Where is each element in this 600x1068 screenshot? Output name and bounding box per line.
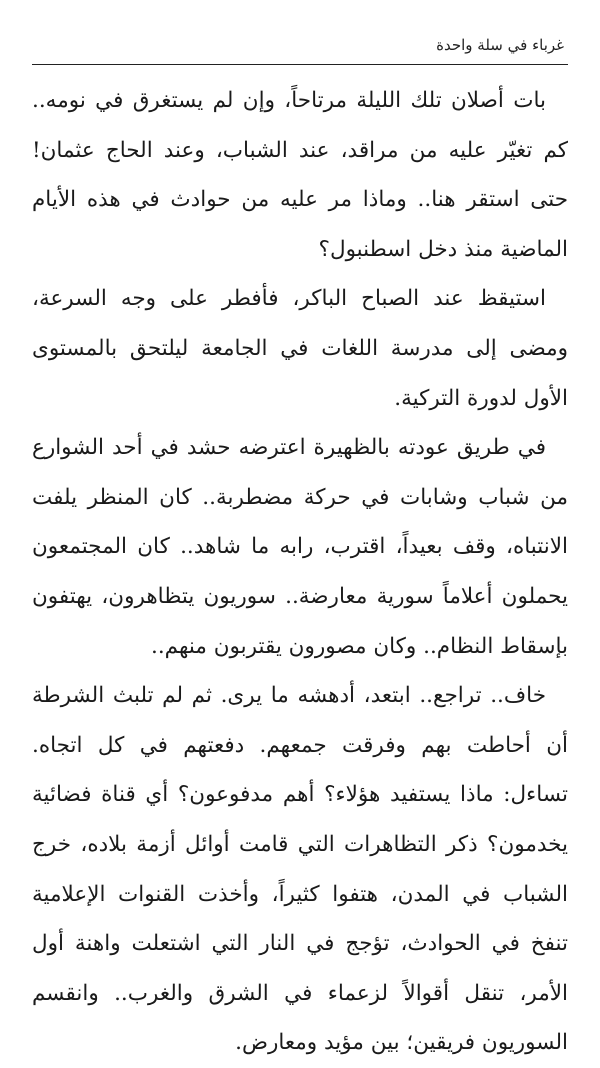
running-header xyxy=(32,28,568,65)
paragraph-1: بات أصلان تلك الليلة مرتاحاً، وإن لم يستغرق في نومه.. كم تغيّر عليه من مراقد، عند الشباب، وعند الحاج عثمان! حتى استقر هنا.. وماذا مر عليه من حوادث في هذه الأيام الماضية منذ دخل اسطنبول؟ xyxy=(32,88,568,262)
paragraph-4: خاف.. تراجع.. ابتعد، أدهشه ما يرى. ثم لم تلبث الشرطة أن أحاطت بهم وفرقت جمعهم. دفعتهم في كل اتجاه. تساءل: ماذا يستفيد هؤلاء؟ أهم مدفوعون؟ أي قناة فضائية يخدمون؟ ذكر التظاهرات التي قامت أوائل أزمة بلاده، خرج الشباب في المدن، هتفوا كثيراً، وأخذت القنوات الإعلامية تنفخ في الحوادث، تؤجج في النار التي اشتعلت واهنة أول الأمر، تنقل أقوالاً لزعماء في الشرق والغرب.. وانقسم السوريون فريقين؛ بين مؤيد ومعارض. xyxy=(32,683,568,1056)
book-title: غرباء في سلة واحدة xyxy=(436,36,564,54)
page-body xyxy=(32,76,568,1068)
paragraph-2: استيقظ عند الصباح الباكر، فأفطر على وجه السرعة، ومضى إلى مدرسة اللغات في الجامعة ليلتحق بالمستوى الأول لدورة التركية. xyxy=(32,286,568,411)
paragraph-3: في طريق عودته بالظهيرة اعترضه حشد في أحد الشوارع من شباب وشابات في حركة مضطربة.. كان المنظر يلفت الانتباه، وقف بعيداً، اقترب، رابه ما شاهد.. كان المجتمعون يحملون أعلاماً سورية معارضة.. سوريون يتظاهرون، يهتفون بإسقاط النظام.. وكان مصورون يقتربون منهم.. xyxy=(32,435,568,659)
